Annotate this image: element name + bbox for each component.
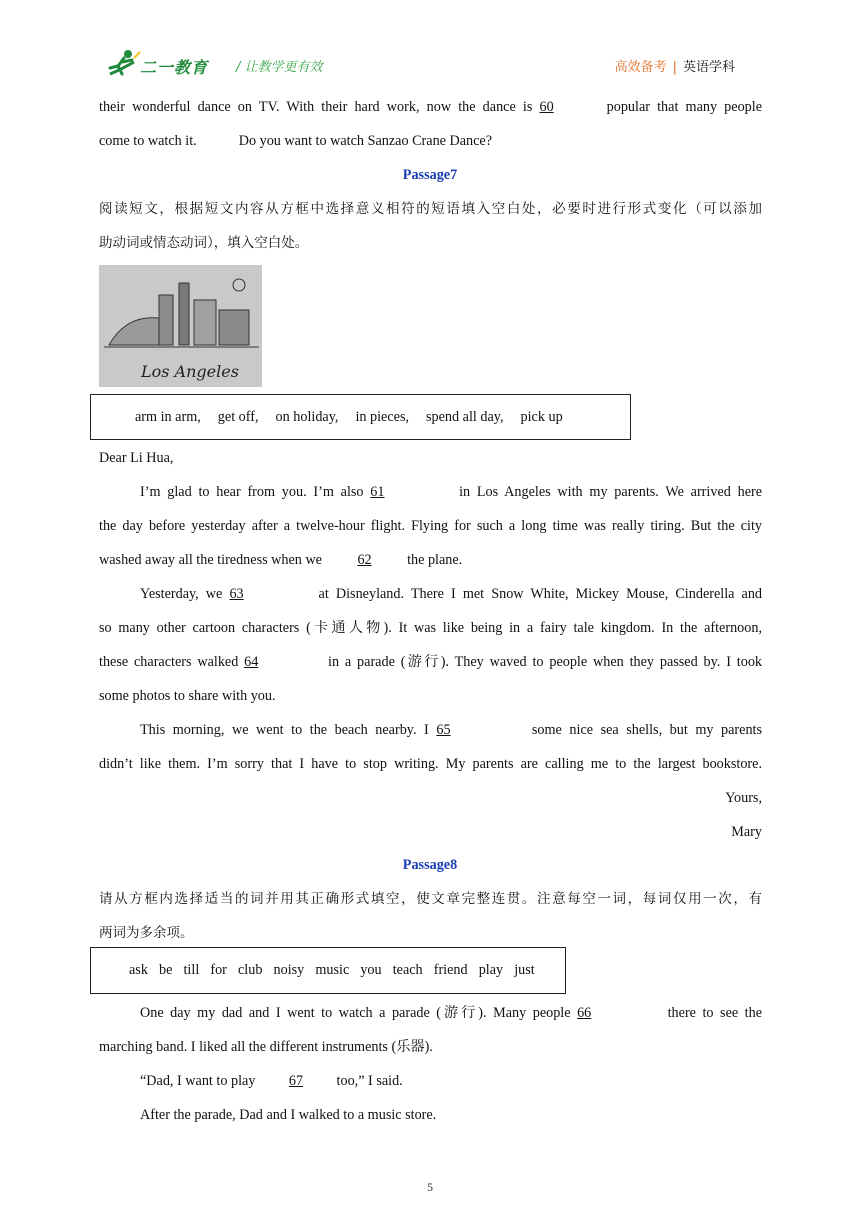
runner-logo-icon: [104, 48, 144, 80]
text-span: at Disneyland. There I met Snow White, Mickey Mouse, Cinderella and: [318, 586, 763, 602]
text-line: [99, 1071, 762, 1091]
phrase-item: in pieces,: [355, 408, 410, 425]
text-line: [99, 1003, 762, 1023]
answer-blank-62[interactable]: 62: [357, 552, 372, 568]
passage8-instruction: 两词为多余项。: [99, 925, 194, 941]
answer-blank-64[interactable]: 64: [244, 654, 259, 670]
text-span: too,” I said.: [336, 1073, 403, 1089]
text-line: [99, 482, 762, 502]
text-span: This morning, we went to the beach nearby. I: [140, 722, 429, 738]
letter-signature: Mary: [731, 824, 762, 840]
text-span: “Dad, I want to play: [140, 1073, 256, 1089]
text-span: One day my dad and I went to watch a parade (游行). Many people: [140, 1005, 571, 1021]
logo-text: 二一教育: [140, 58, 209, 77]
text-line: [99, 720, 762, 740]
text-span: the plane.: [407, 552, 463, 568]
text-span: popular that many people: [606, 99, 763, 115]
answer-blank-61[interactable]: 61: [370, 484, 385, 500]
text-line: didn’t like them. I’m sorry that I have to stop writing. My parents are calling me to the largest bookstore.: [99, 756, 762, 772]
passage7-instruction: 助动词或情态动词），填入空白处。: [99, 235, 309, 251]
phrase-item: spend all day,: [426, 408, 504, 425]
text-line: marching band. I liked all the different instruments (乐器).: [99, 1039, 433, 1055]
image-caption: Los Angeles: [141, 362, 239, 381]
text-span: I’m glad to hear from you. I’m also: [140, 484, 364, 500]
text-span: there to see the: [667, 1005, 763, 1021]
slogan: / 让教学更有效: [236, 60, 323, 75]
passage8-instruction: 请从方框内选择适当的词并用其正确形式填空，使文章完整连贯。注意每空一词，每词仅用一次，有: [99, 891, 762, 907]
header-subject: [615, 56, 735, 75]
exam-prep-label: 高效备考: [614, 60, 667, 75]
phrase-item: on holiday,: [275, 408, 339, 425]
text-span: in a parade (游行). They waved to people when they passed by. I took: [328, 654, 763, 670]
answer-blank-65[interactable]: 65: [436, 722, 451, 738]
text-span: Do you want to watch Sanzao Crane Dance?: [238, 133, 493, 149]
text-line: [99, 550, 762, 570]
answer-blank-66[interactable]: 66: [577, 1005, 592, 1021]
text-span: washed away all the tiredness when we: [99, 552, 322, 568]
page-number: 5: [427, 1180, 433, 1194]
passage7-instruction: 阅读短文，根据短文内容从方框中选择意义相符的短语填入空白处，必要时进行形式变化（可以添加: [99, 201, 762, 217]
text-line: some photos to share with you.: [99, 688, 276, 704]
header-separator: |: [672, 60, 677, 75]
text-line: [99, 131, 762, 151]
text-line: [99, 584, 762, 604]
phrase-box: [90, 394, 631, 440]
subject-label: 英语学科: [682, 60, 735, 75]
text-line: so many other cartoon characters (卡通人物). It was like being in a fairy tale kingdom. In the afternoon,: [99, 620, 762, 636]
passage8-title: Passage8: [402, 857, 458, 873]
answer-blank-63[interactable]: 63: [229, 586, 244, 602]
word-box: ask be till for club noisy music you teach friend play just: [90, 947, 566, 994]
text-span: these characters walked: [99, 654, 239, 670]
letter-greeting: Dear Li Hua,: [99, 450, 174, 466]
phrase-item: get off,: [217, 408, 259, 425]
answer-blank-60[interactable]: 60: [539, 99, 554, 115]
letter-closing: Yours,: [725, 790, 762, 806]
phrase-item: arm in arm,: [135, 408, 201, 425]
text-span: some nice sea shells, but my parents: [531, 722, 763, 738]
phrase-item: pick up: [520, 408, 563, 425]
text-span: their wonderful dance on TV. With their hard work, now the dance is: [99, 99, 533, 115]
passage7-title: Passage7: [402, 167, 458, 183]
text-span: come to watch it.: [99, 133, 197, 149]
text-line: After the parade, Dad and I walked to a music store.: [140, 1107, 437, 1123]
text-line: the day before yesterday after a twelve-hour flight. Flying for such a long time was really tiring. But the city: [99, 518, 762, 534]
text-span: Yesterday, we: [140, 586, 223, 602]
text-span: in Los Angeles with my parents. We arrived here: [459, 484, 763, 500]
los-angeles-illustration: [99, 265, 262, 387]
text-line: [99, 652, 762, 672]
answer-blank-67[interactable]: 67: [288, 1073, 304, 1089]
text-line: [99, 97, 762, 117]
